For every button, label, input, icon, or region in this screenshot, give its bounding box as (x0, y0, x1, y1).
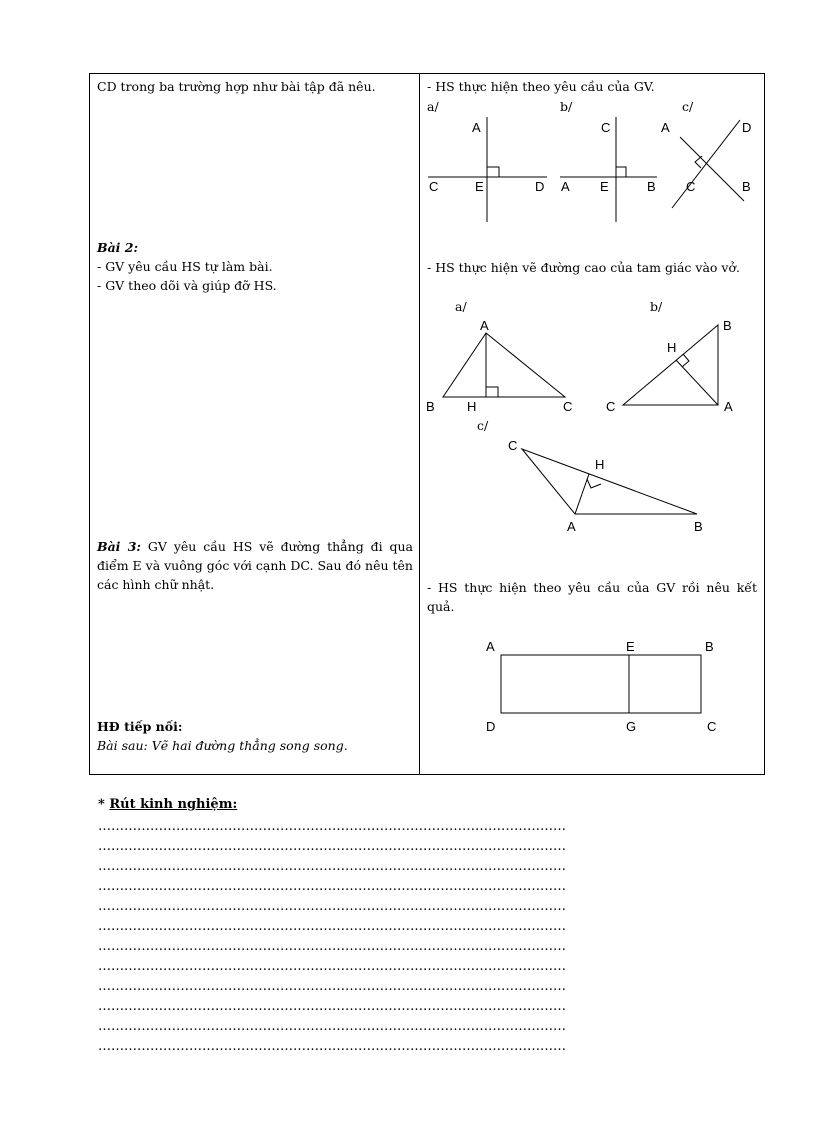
note-line: ……………………………………………………………………………………………… (98, 999, 566, 1014)
fig-b-label-B: B (647, 179, 656, 194)
tri-c-label-B: B (694, 519, 703, 534)
tri-a-label-C: C (563, 399, 573, 414)
bai3-title: Bài 3: (97, 539, 142, 554)
notes-prefix: * (98, 797, 110, 812)
note-line: ……………………………………………………………………………………………… (98, 859, 566, 874)
fig-c-label-B: B (742, 179, 751, 194)
tri-a-label-B: B (426, 399, 435, 414)
label-c: c/ (682, 99, 694, 114)
tri-label-a: a/ (455, 299, 467, 314)
fig-b-label-C: C (601, 120, 611, 135)
note-line: ……………………………………………………………………………………………… (98, 939, 566, 954)
label-b: b/ (560, 99, 573, 114)
note-line: ……………………………………………………………………………………………… (98, 899, 566, 914)
bai2-title: Bài 2: (97, 240, 139, 255)
note-line: ……………………………………………………………………………………………… (98, 979, 566, 994)
fig-c-label-D: D (742, 120, 752, 135)
tri-c-label-C: C (508, 438, 518, 453)
tri-label-b: b/ (650, 299, 663, 314)
note-line: ……………………………………………………………………………………………… (98, 1039, 566, 1054)
fig-b-label-E: E (600, 179, 609, 194)
tri-a-label-H: H (467, 399, 477, 414)
fig-a-label-D: D (535, 179, 545, 194)
rect-label-C: C (707, 719, 717, 734)
intro-text: CD trong ba trường hợp như bài tập đã nêu. (97, 79, 376, 94)
label-a: a/ (427, 99, 439, 114)
tri-label-c: c/ (477, 418, 489, 433)
tri-b-label-B: B (723, 318, 732, 333)
note-line: ……………………………………………………………………………………………… (98, 879, 566, 894)
fig-a-label-C: C (429, 179, 439, 194)
note-line: ……………………………………………………………………………………………… (98, 1019, 566, 1034)
tri-b-label-C: C (606, 399, 616, 414)
rect-label-E: E (626, 639, 635, 654)
part3-text: - HS thực hiện theo yêu cầu của GV rồi nêu kết quả. (427, 580, 757, 614)
fig-a-label-E: E (475, 179, 484, 194)
fig-b-label-A: A (561, 179, 570, 194)
fig-a-label-A: A (472, 120, 481, 135)
bai3-text: GV yêu cầu HS vẽ đường thẳng đi qua điểm E và vuông góc với cạnh DC. Sau đó nêu tên các hình chữ nhật. (97, 539, 413, 592)
bai2-line2: - GV theo dõi và giúp đỡ HS. (97, 278, 277, 293)
tri-b-label-A: A (724, 399, 733, 414)
rect-label-D: D (486, 719, 496, 734)
tri-a-label-A: A (480, 318, 489, 333)
part2-text: - HS thực hiện vẽ đường cao của tam giác vào vở. (427, 260, 740, 275)
tri-c-label-H: H (595, 457, 605, 472)
note-line: ……………………………………………………………………………………………… (98, 819, 566, 834)
fig-c-label-A: A (661, 120, 670, 135)
note-line: ……………………………………………………………………………………………… (98, 919, 566, 934)
rect-label-B: B (705, 639, 714, 654)
rect-label-G: G (626, 719, 637, 734)
hd-title: HĐ tiếp nối: (97, 719, 183, 734)
hd-text: Bài sau: Vẽ hai đường thẳng song song. (97, 738, 348, 753)
tri-b-label-H: H (667, 340, 677, 355)
fig-c-label-C: C (686, 179, 696, 194)
part1-text: - HS thực hiện theo yêu cầu của GV. (427, 79, 655, 94)
tri-c-label-A: A (567, 519, 576, 534)
bai2-line1: - GV yêu cầu HS tự làm bài. (97, 259, 273, 274)
note-line: ……………………………………………………………………………………………… (98, 959, 566, 974)
rect-abcd (501, 655, 701, 713)
rect-label-A: A (486, 639, 495, 654)
note-line: ……………………………………………………………………………………………… (98, 839, 566, 854)
notes-heading (98, 797, 237, 812)
notes-title: Rút kinh nghiệm: (109, 797, 238, 812)
